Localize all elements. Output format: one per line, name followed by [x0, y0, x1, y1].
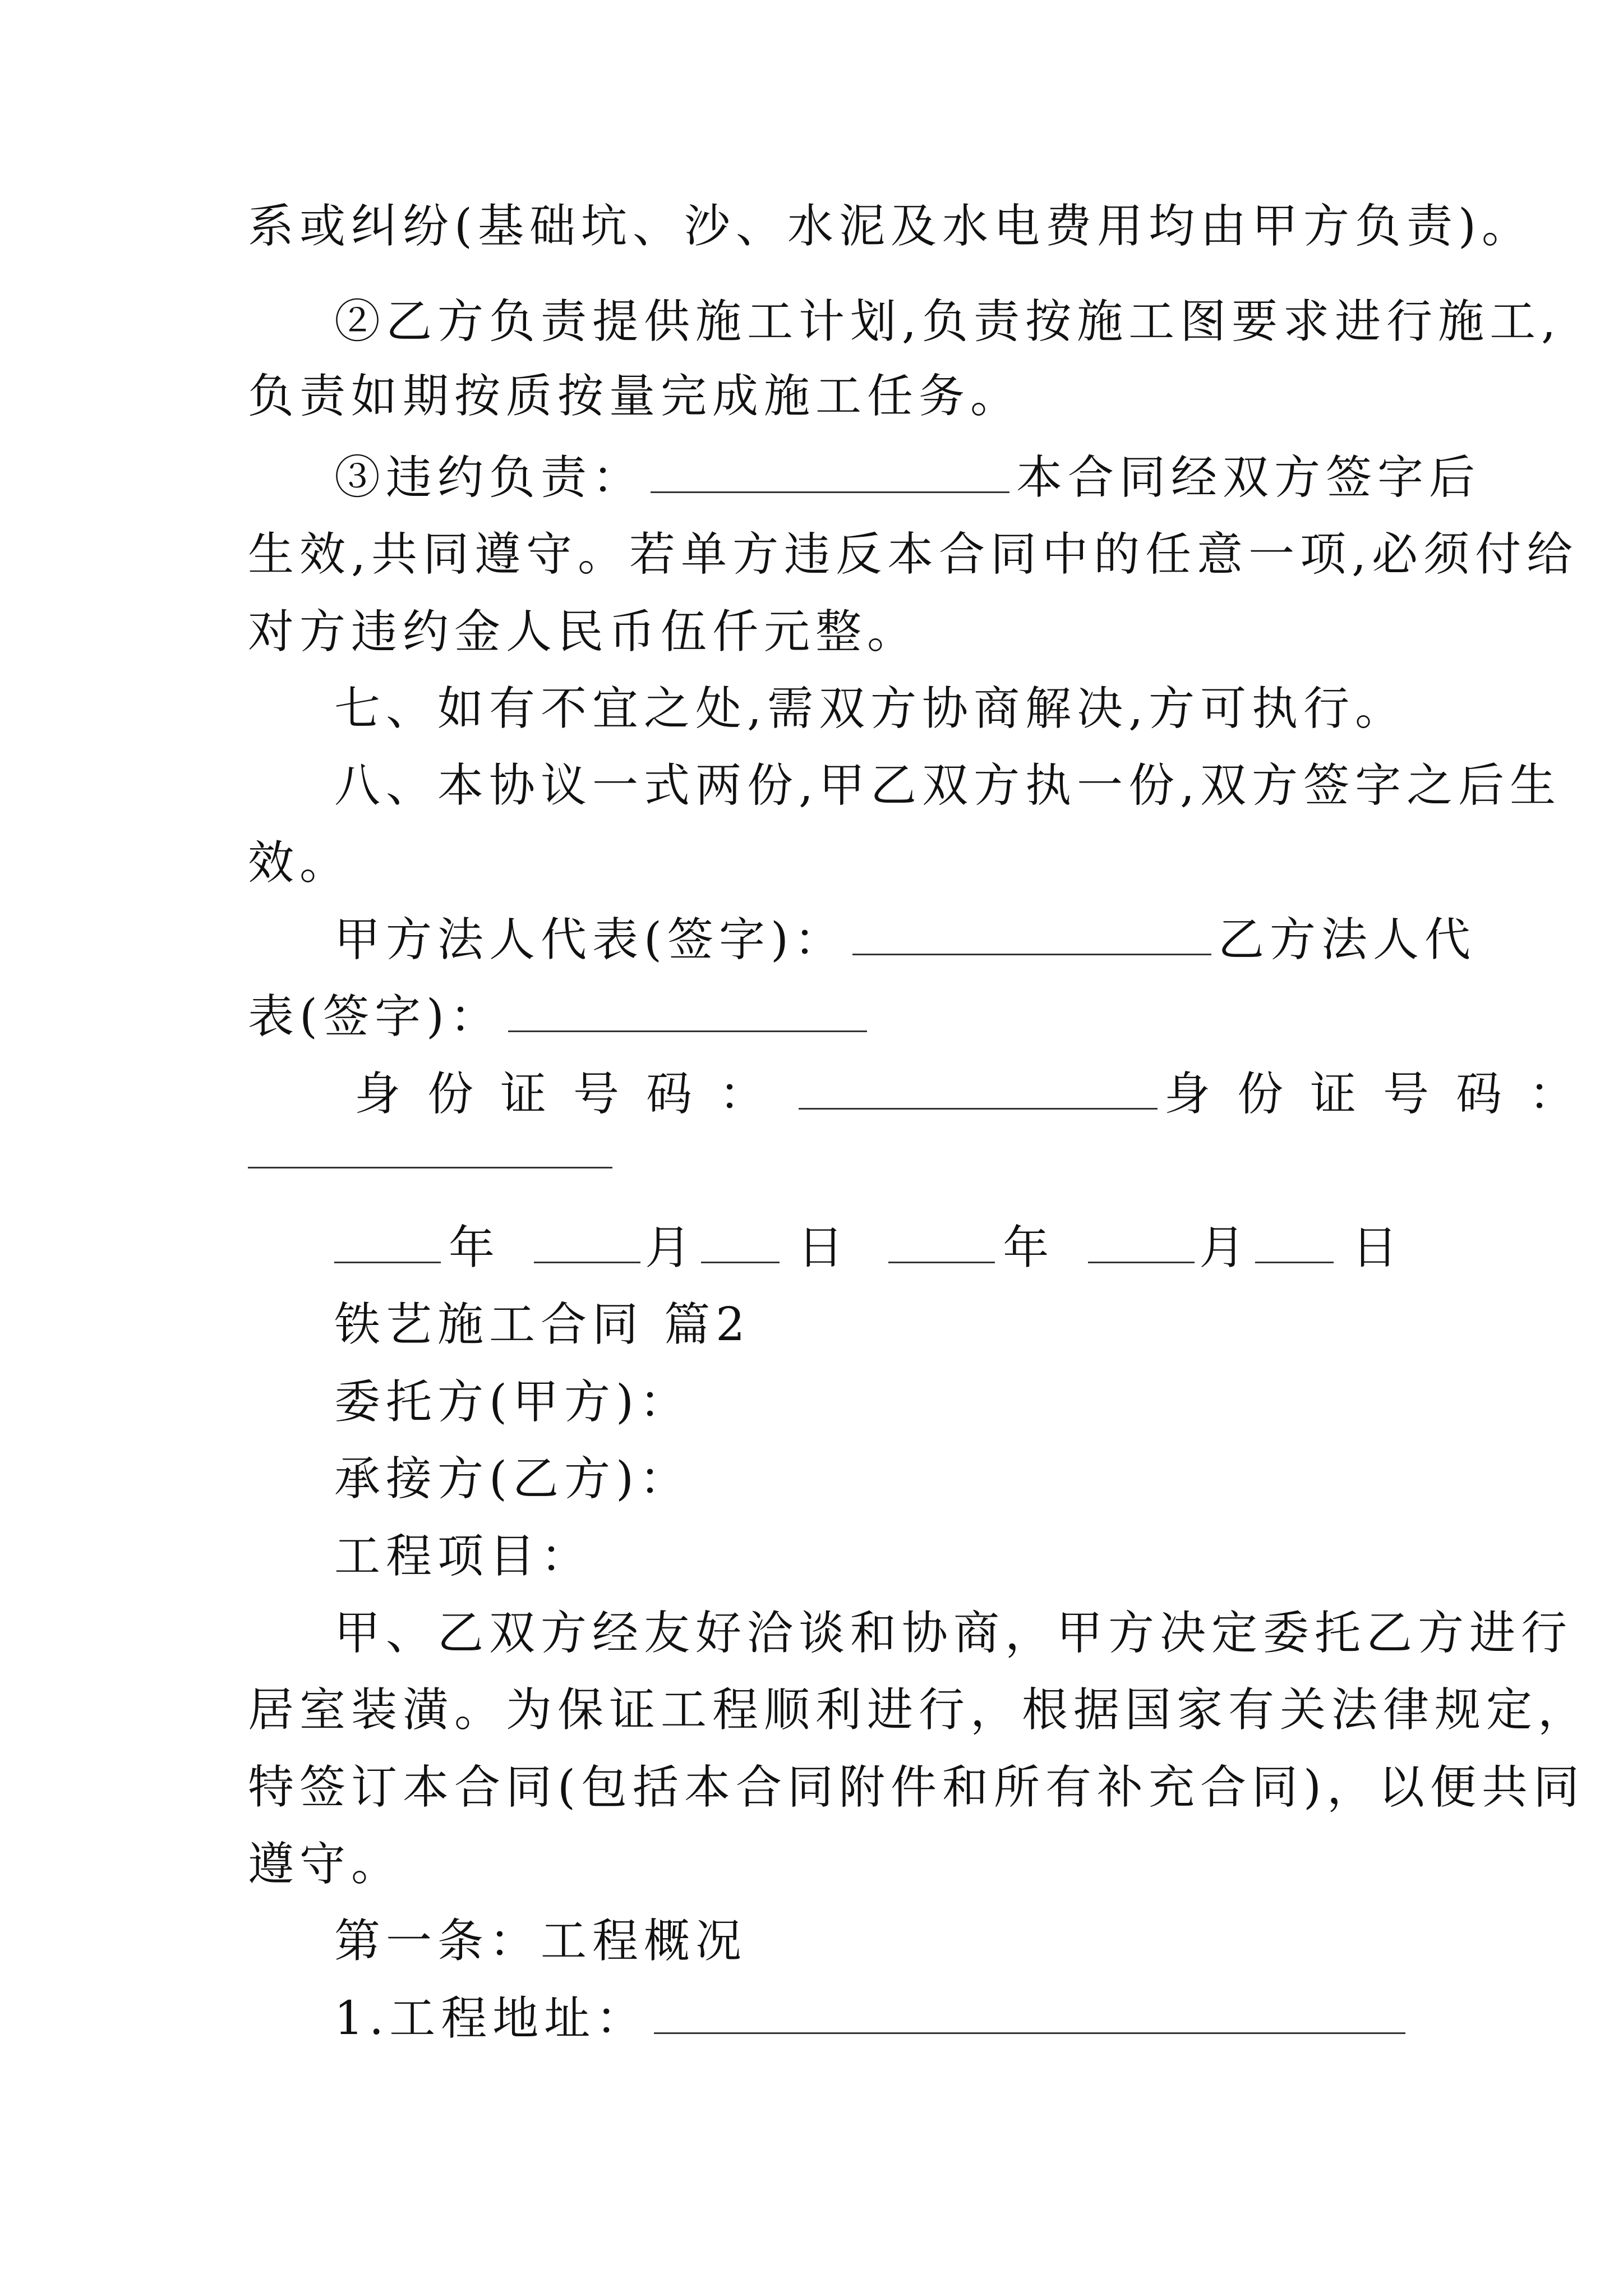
- penalty-clause-line: [334, 447, 1481, 509]
- line-text: 委托方(甲方)：: [334, 1375, 691, 1429]
- line-text: 特签订本合同(包括本合同附件和所有补充合同)，以便共同: [248, 1761, 1585, 1814]
- paragraph-line: [248, 366, 1022, 427]
- line-text: 遵守。: [248, 1838, 403, 1891]
- paragraph-line: [334, 755, 1561, 817]
- line-text: 八、本协议一式两份,甲乙双方执一份,双方签字之后生: [334, 759, 1562, 812]
- paragraph-line: [334, 1603, 1573, 1664]
- line-text: 铁艺施工合同 篇2: [334, 1298, 751, 1351]
- day-blank: [1255, 1222, 1334, 1263]
- party-line: [334, 1448, 691, 1510]
- address-line: [334, 1988, 1412, 2050]
- line-text: 七、如有不宜之处,需双方协商解决,方可执行。: [334, 682, 1407, 735]
- paragraph-line: [248, 1834, 403, 1895]
- paragraph-line: [248, 832, 351, 894]
- signature-blank: [508, 991, 867, 1032]
- month-label: 月: [645, 1221, 697, 1274]
- id-blank-continued: [248, 1167, 612, 1168]
- line-prefix: 1.工程地址：: [334, 1992, 648, 2045]
- line-text: 系或纠纷(基础坑、沙、水泥及水电费用均由甲方负责)。: [248, 200, 1533, 253]
- year-label: 年: [449, 1221, 501, 1274]
- article-heading: [334, 1911, 747, 1972]
- paragraph-line: [248, 1757, 1585, 1819]
- line-text: ②乙方负责提供施工计划,负责按施工图要求进行施工,: [334, 295, 1562, 348]
- line-text: 负责如期按质按量完成施工任务。: [248, 370, 1022, 423]
- fill-blank: [651, 452, 1009, 493]
- line-text: 甲、乙双方经友好洽谈和协商，甲方决定委托乙方进行: [334, 1607, 1573, 1660]
- line-text: 工程项目：: [334, 1530, 593, 1583]
- paragraph-line: [248, 1680, 1589, 1741]
- line-text: 第一条：工程概况: [334, 1915, 748, 1968]
- section-title: [334, 1294, 750, 1356]
- id-blank: [799, 1069, 1158, 1110]
- date-line: [334, 1217, 1403, 1279]
- line-suffix: 乙方法人代: [1218, 913, 1476, 967]
- line-prefix: ③违约负责：: [334, 451, 644, 504]
- party-line: [334, 1372, 691, 1433]
- year-label: 年: [1003, 1221, 1055, 1274]
- paragraph-line: [334, 291, 1561, 353]
- year-blank: [888, 1222, 995, 1263]
- day-label: 日: [797, 1221, 850, 1274]
- month-blank: [1088, 1222, 1195, 1263]
- month-label: 月: [1199, 1221, 1251, 1274]
- month-blank: [534, 1222, 640, 1263]
- year-blank: [334, 1222, 441, 1263]
- paragraph-line: [334, 678, 1407, 740]
- line-text: 生效,共同遵守。若单方违反本合同中的任意一项,必须付给: [248, 528, 1579, 581]
- signature-line: [334, 909, 1476, 971]
- day-blank: [701, 1222, 780, 1263]
- project-line: [334, 1526, 592, 1588]
- line-prefix: 甲方法人代表(签字)：: [334, 913, 846, 967]
- line-prefix: 表(签字)：: [248, 990, 501, 1043]
- id-number-line: [354, 1064, 1602, 1125]
- day-label: 日: [1352, 1221, 1404, 1274]
- line-text: 效。: [248, 836, 352, 890]
- paragraph-line: [248, 196, 1533, 257]
- line-prefix: 身份证号码：: [354, 1068, 792, 1121]
- address-blank: [654, 1993, 1405, 2034]
- paragraph-line: [248, 601, 919, 663]
- line-suffix: 身份证号码：: [1164, 1068, 1602, 1121]
- signature-line: [248, 986, 874, 1048]
- line-text: 承接方(乙方)：: [334, 1452, 691, 1506]
- paragraph-line: [248, 524, 1578, 586]
- line-text: 居室装潢。为保证工程顺利进行，根据国家有关法律规定，: [248, 1683, 1590, 1737]
- line-text: 对方违约金人民币伍仟元整。: [248, 605, 919, 659]
- signature-blank: [852, 914, 1211, 955]
- line-suffix: 本合同经双方签字后: [1016, 451, 1481, 504]
